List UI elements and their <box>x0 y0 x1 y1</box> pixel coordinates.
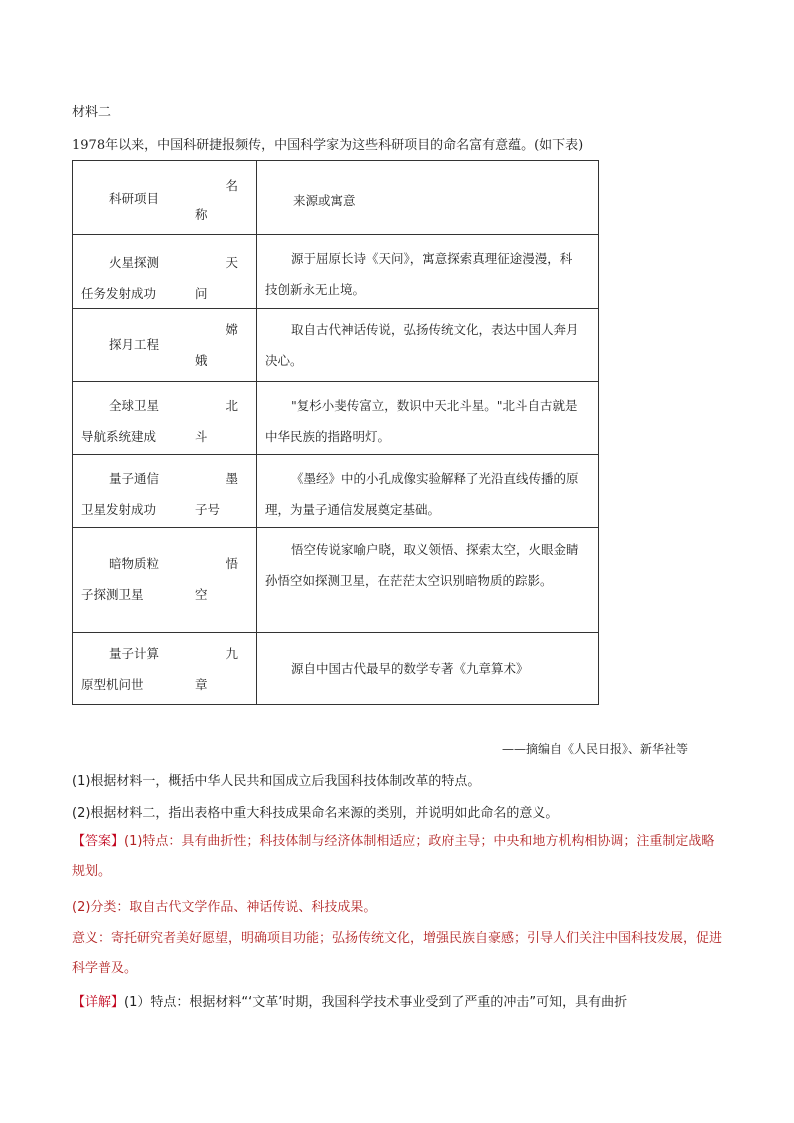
detail-tag: 【详解】 <box>72 995 125 1010</box>
name-char-2: 娥 <box>195 353 208 368</box>
question-1: (1)根据材料一，概括中华人民共和国成立后我国科技体制改革的特点。 <box>72 774 481 789</box>
answer-part-3: 意义：寄托研究者美好愿望，明确项目功能；弘扬传统文化，增强民族自豪感；引导人们关注中国科技发展，促进科学普及。 <box>72 931 723 976</box>
project-cell <box>73 633 257 705</box>
name-char-1: 悟 <box>225 556 238 571</box>
name-char-2: 章 <box>195 677 208 692</box>
project-line-1: 量子通信 <box>109 471 160 486</box>
project-cell <box>73 455 257 528</box>
desc-text: 悟空传说家喻户晓，取义领悟、探索太空，火眼金睛孙悟空如探测卫星，在茫茫太空识别暗物质的踪影。 <box>265 542 579 588</box>
name-char-2: 问 <box>195 286 208 301</box>
project-line-2: 任务发射成功 <box>81 286 157 301</box>
name-char-1: 嫦 <box>225 322 238 337</box>
table-header-row <box>73 161 599 235</box>
intro-text: 1978年以来，中国科研捷报频传，中国科学家为这些科研项目的命名富有意蕴。(如下表) <box>72 138 584 153</box>
header-name-char-2: 称 <box>195 207 208 222</box>
answer-part-1 <box>72 827 722 887</box>
desc-cell <box>257 455 599 528</box>
desc-text: 《墨经》中的小孔成像实验解释了光沿直线传播的原理，为量子通信发展奠定基础。 <box>265 471 579 517</box>
header-desc-cell <box>257 161 599 235</box>
answer-part-1-text: (1)特点：具有曲折性；科技体制与经济体制相适应；政府主导；中央和地方机构相协调；注重制定战略规划。 <box>72 834 715 879</box>
table-row <box>73 382 599 455</box>
table-row <box>73 455 599 528</box>
project-line-1: 火星探测 <box>109 255 160 270</box>
name-char-2: 空 <box>195 587 208 602</box>
name-char-1: 九 <box>225 646 238 661</box>
answer-tag: 【答案】 <box>72 834 125 849</box>
name-char-2: 子号 <box>195 502 221 517</box>
header-project-label: 科研项目 <box>109 191 160 206</box>
project-cell <box>73 235 257 309</box>
project-line-2: 原型机问世 <box>81 677 144 692</box>
project-line-2: 导航系统建成 <box>81 429 157 444</box>
desc-cell <box>257 309 599 382</box>
naming-table <box>72 160 599 705</box>
project-line-2: 子探测卫星 <box>81 587 144 602</box>
name-char-2: 斗 <box>195 429 208 444</box>
name-char-1: 墨 <box>225 471 238 486</box>
project-cell <box>73 382 257 455</box>
project-line-1: 全球卫星 <box>109 398 160 413</box>
project-line-1: 探月工程 <box>109 337 160 352</box>
header-name-char-1: 名 <box>225 178 238 193</box>
table-row <box>73 633 599 705</box>
detail-line <box>72 988 722 1018</box>
desc-cell <box>257 382 599 455</box>
name-char-1: 北 <box>225 398 238 413</box>
question-2: (2)根据材料二，指出表格中重大科技成果命名来源的类别，并说明如此命名的意义。 <box>72 806 559 821</box>
desc-cell <box>257 528 599 633</box>
table-row <box>73 309 599 382</box>
desc-text: 源于屈原长诗《天问》，寓意探索真理征途漫漫，科技创新永无止境。 <box>265 251 573 297</box>
name-char-1: 天 <box>225 255 238 270</box>
header-desc-label: 来源或寓意 <box>293 193 356 208</box>
table-row <box>73 235 599 309</box>
project-cell <box>73 528 257 633</box>
project-line-1: 量子计算 <box>109 646 160 661</box>
project-cell <box>73 309 257 382</box>
desc-text: 源自中国古代最早的数学专著《九章算术》 <box>291 661 529 676</box>
source-citation: ——摘编自《人民日报》、新华社等 <box>501 742 688 756</box>
detail-text: (1）特点：根据材料“‘文革’时期，我国科学技术事业受到了严重的冲击”可知，具有曲折 <box>124 995 628 1010</box>
desc-cell <box>257 235 599 309</box>
project-line-1: 暗物质粒 <box>109 556 160 571</box>
desc-cell <box>257 633 599 705</box>
desc-text: 取自古代神话传说，弘扬传统文化，表达中国人奔月决心。 <box>265 322 579 368</box>
desc-text: "复杉小斐传富立，数识中天北斗星。"北斗自古就是中华民族的指路明灯。 <box>265 398 578 444</box>
answer-part-2: (2)分类：取自古代文学作品、神话传说、科技成果。 <box>72 900 377 915</box>
table-row <box>73 528 599 633</box>
project-line-2: 卫星发射成功 <box>81 502 157 517</box>
material-heading: 材料二 <box>72 105 112 120</box>
header-project-cell <box>73 161 257 235</box>
